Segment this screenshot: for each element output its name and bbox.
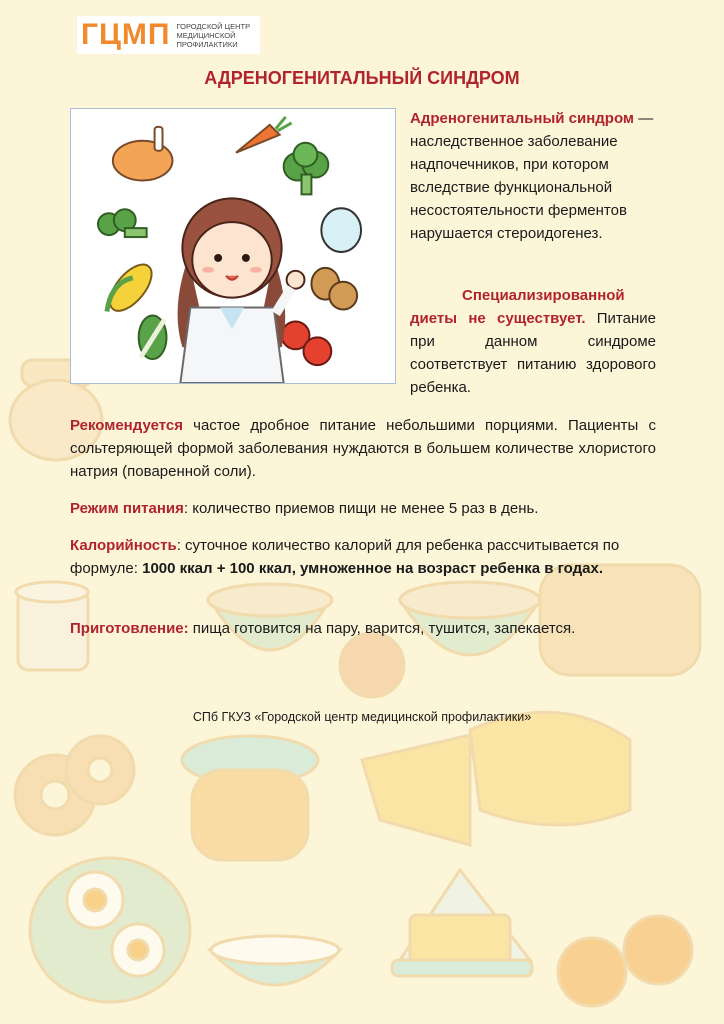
page-title: АДРЕНОГЕНИТАЛЬНЫЙ СИНДРОМ bbox=[204, 68, 520, 88]
diet-note-highlight: Специализированной диеты не существует. bbox=[410, 287, 625, 327]
calories-paragraph bbox=[70, 534, 656, 580]
calories-label: Калорийность bbox=[70, 537, 177, 554]
recommended-text: частое дробное питание небольшими порциями. Пациенты с сольтеряющей формой заболевания нуждаются в большем количестве хлористого натрия (поваренной соли). bbox=[70, 417, 656, 480]
regime-label: Режим питания bbox=[70, 500, 184, 517]
roast-chicken-icon bbox=[113, 127, 173, 181]
calories-text: : суточное количество калорий для ребенка рассчитывается по формуле: bbox=[70, 537, 620, 577]
diet-note-paragraph bbox=[410, 284, 656, 399]
cooking-text: пища готовится на пару, варится, тушится, запекается. bbox=[188, 620, 576, 637]
diet-note-text: Питание при данном синдроме соответствует питанию здорового ребенка. bbox=[410, 310, 656, 396]
footer-organization: СПб ГКУЗ «Городской центр медицинской профилактики» bbox=[192, 710, 532, 724]
organization-logo bbox=[77, 16, 260, 54]
doctor-character-icon bbox=[178, 198, 305, 383]
broccoli-icon bbox=[284, 143, 329, 195]
doctor-illustration bbox=[70, 108, 396, 384]
definition-text: — наследственное заболевание надпочечников, при котором вследствие функциональной несостоятельности ферментов нарушается стероидогенез. bbox=[410, 110, 654, 242]
egg-icon bbox=[321, 208, 361, 252]
recommended-paragraph bbox=[70, 414, 656, 483]
bok-choy-icon bbox=[139, 315, 167, 359]
corn-icon bbox=[102, 257, 159, 317]
tomato-icon bbox=[282, 321, 332, 365]
definition-paragraph bbox=[410, 107, 656, 245]
cooking-paragraph bbox=[70, 617, 656, 640]
carrot-icon bbox=[236, 117, 292, 153]
cooking-label: Приготовление: bbox=[70, 620, 189, 637]
logo-mark: ГЦМП bbox=[81, 18, 171, 51]
broccoli-icon bbox=[98, 209, 147, 237]
logo-caption: ГОРОДСКОЙ ЦЕНТР МЕДИЦИНСКОЙ ПРОФИЛАКТИКИ bbox=[176, 21, 251, 49]
potato-icon bbox=[311, 268, 357, 310]
definition-term: Адреногенитальный синдром bbox=[410, 110, 635, 127]
regime-text: : количество приемов пищи не менее 5 раз в день. bbox=[183, 500, 539, 517]
recommended-label: Рекомендуется bbox=[70, 417, 183, 434]
regime-paragraph bbox=[70, 497, 656, 520]
calories-formula: 1000 ккал + 100 ккал, умноженное на возраст ребенка в годах. bbox=[142, 560, 604, 577]
